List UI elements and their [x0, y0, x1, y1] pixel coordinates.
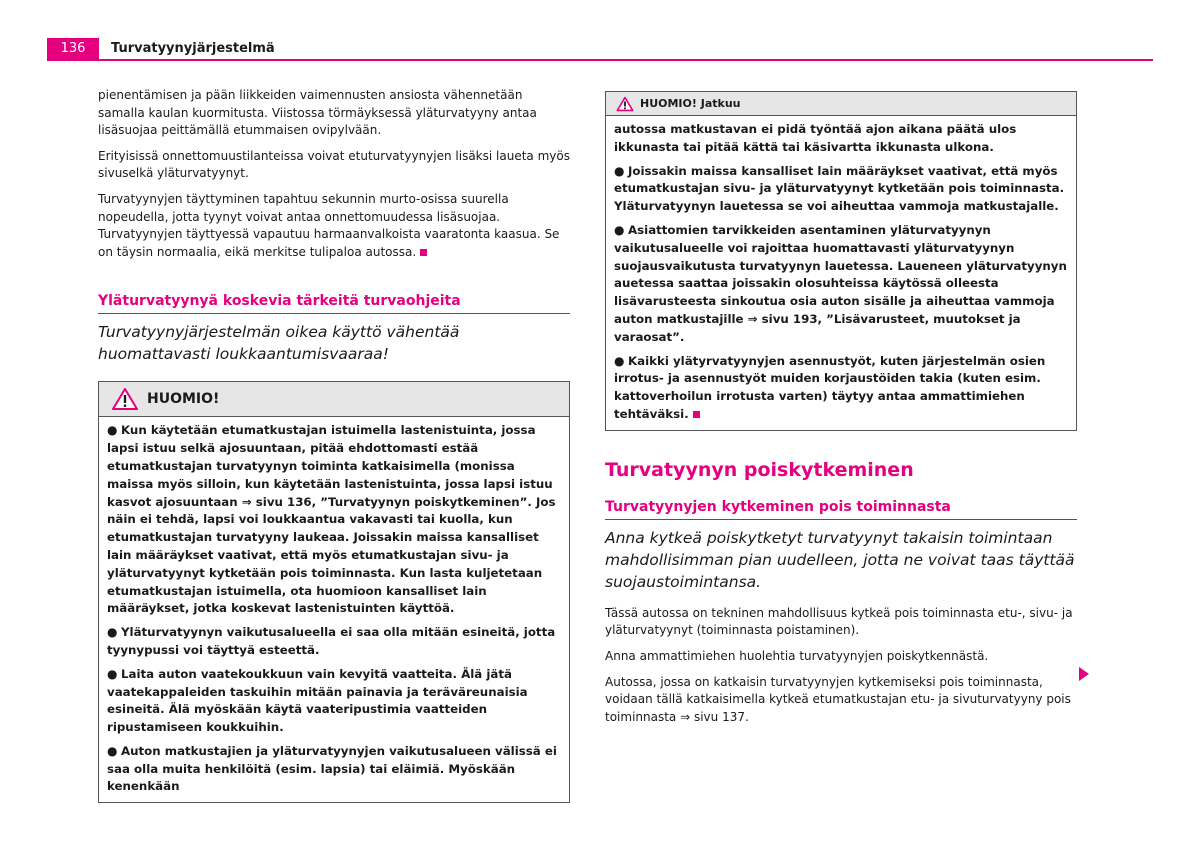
section-lead: Turvatyynyjärjestelmän oikea käyttö vähentää huomattavasti loukkaantumisvaaraa!	[98, 323, 460, 364]
section-heading: Yläturvatyynyä koskevia tärkeitä turvaohjeita	[98, 291, 570, 314]
right-column	[605, 91, 1077, 734]
intro-paragraph: Turvatyynyjen täyttyminen tapahtuu sekunnin murto-osissa suurella nopeudella, jotta tyynyt voivat antaa onnettomuudessa lisäsuojaa. Turvatyynyjen täyttyessä vapautuu harmaanvalkoista vaaratonta kaasua. Se on täysin normaalia, eikä merkitse tulipaloa autossa.	[98, 191, 560, 259]
warning-triangle-icon	[111, 387, 139, 411]
warning-item: ● Joissakin maissa kansalliset lain määräykset vaativat, että myös etumatkustajan sivu- ja yläturvatyynyt kytketään pois toiminnasta. Yläturvatyynyn lauetessa se voi aiheuttaa vammoja matkustajalle.	[614, 163, 1065, 214]
left-column	[98, 87, 570, 803]
warning-triangle-icon	[616, 96, 634, 112]
page-number: 136	[47, 38, 99, 60]
warning-body	[606, 116, 1076, 430]
end-square-icon	[693, 411, 700, 418]
end-square-icon	[420, 249, 427, 256]
warning-header	[99, 382, 569, 417]
body-paragraph: Anna ammattimiehen huolehtia turvatyynyjen poiskytkennästä.	[605, 648, 989, 663]
warning-item: ● Auton matkustajien ja yläturvatyynyjen vaikutusalueen välissä ei saa olla muita henkilöitä (esim. lapsia) tai eläimiä. Myöskään kenenkään	[107, 743, 557, 794]
warning-continuation: autossa matkustavan ei pidä työntää ajon aikana päätä ulos ikkunasta tai pitää kättä tai käsivartta ikkunasta ulkona.	[614, 122, 1017, 154]
chapter-title: Turvatyynyjärjestelmä	[111, 41, 275, 56]
warning-box-continued	[605, 91, 1077, 431]
warning-item: ● Kun käytetään etumatkustajan istuimella lastenistuinta, jossa lapsi istuu selkä ajosuuntaan, pitää ehdottomasti estää etumatkustajan turvatyynyn toiminta katkaisimella (monissa maissa myös silloin, kun käytetään lastenistuinta, jossa lapsi istuu kasvot ajosuuntaan ⇒ sivu 136, ”Turvatyynyn poiskytkeminen”. Jos näin ei tehdä, lapsi voi loukkaantua vakavasti tai kuolla, kun etumatkustajan turvatyyny laukeaa. Joissakin maissa kansalliset lain määräykset vaativat, että myös etumatkustajan sivu- ja yläturvatyynyt kytketään pois toiminnasta. Kun lasta kuljetetaan etumatkustajan istuimella, ota huomioon kansalliset lain määräykset, jotka koskevat lastenistuinten käyttöä.	[107, 423, 556, 616]
warning-title: HUOMIO!	[147, 391, 220, 408]
sub-heading: Turvatyynyjen kytkeminen pois toiminnasta	[605, 497, 1077, 520]
section-lead: Anna kytkeä poiskytketyt turvatyynyt takaisin toimintaan mahdollisimman pian uudelleen, jotta ne voivat taas täyttää suojaustoimintansa.	[605, 528, 1075, 591]
warning-item: ● Kaikki ylätyrvatyynyjen asennustyöt, kuten järjestelmän osien irrotus- ja asennustyöt muiden korjaustöiden takia (kuten esim. kattoverhoilun irrotusta varten) täytyy antaa ammattimiehen tehtäväksi.	[614, 353, 1046, 421]
warning-item: ● Laita auton vaatekoukkuun vain kevyitä vaatteita. Älä jätä vaatekappaleiden taskuihin mitään painavia ja teräväreunaisia esineitä. Älä myöskään käytä vaateripustimia vaatteiden ripustamiseen koukkuihin.	[107, 666, 528, 735]
body-paragraph: Tässä autossa on tekninen mahdollisuus kytkeä pois toiminnasta etu-, sivu- ja yläturvatyynyt (toiminnasta poistaminen).	[605, 605, 1073, 638]
warning-box	[98, 381, 570, 803]
warning-title: HUOMIO! Jatkuu	[640, 97, 741, 110]
main-heading: Turvatyynyn poiskytkeminen	[605, 458, 914, 481]
warning-item: ● Yläturvatyynyn vaikutusalueella ei saa olla mitään esineitä, jotta tyynypussi voi täyttyä esteettä.	[107, 625, 556, 657]
intro-paragraph: Erityisissä onnettomuustilanteissa voivat etuturvatyynyjen lisäksi laueta myös sivuselkä yläturvatyynyt.	[98, 148, 570, 181]
page-header	[47, 38, 1153, 60]
body-paragraph: Autossa, jossa on katkaisin turvatyynyjen kytkemiseksi pois toiminnasta, voidaan tällä katkaisimella kytkeä etumatkustajan etu- ja sivuturvatyyny pois toiminnasta ⇒ sivu 137.	[605, 674, 1071, 724]
next-page-arrow-icon[interactable]	[1079, 667, 1089, 681]
intro-paragraph: pienentämisen ja pään liikkeiden vaimennusten ansiosta vähennetään samalla kaulan kuormitusta. Viistossa törmäyksessä yläturvatyyny antaa lisäsuojaa peittämällä etummaisen ovipylvään.	[98, 88, 537, 138]
warning-header	[606, 92, 1076, 116]
warning-item: ● Asiattomien tarvikkeiden asentaminen yläturvatyynyn vaikutusalueelle voi rajoittaa huomattavasti yläturvatyynyn suojausvaikutusta turvatyynyn lauetessa. Laueneen yläturvatyynyn auetessa saattaa joissakin olosuhteissa käytössä olleesta lisävarusteesta sinkoutua osia auton sisälle ja aiheuttaa vammoja auton matkustajille ⇒ sivu 193, ”Lisävarusteet, muutokset ja varaosat”.	[614, 222, 1067, 344]
header-rule	[47, 59, 1153, 61]
warning-body	[99, 417, 569, 802]
